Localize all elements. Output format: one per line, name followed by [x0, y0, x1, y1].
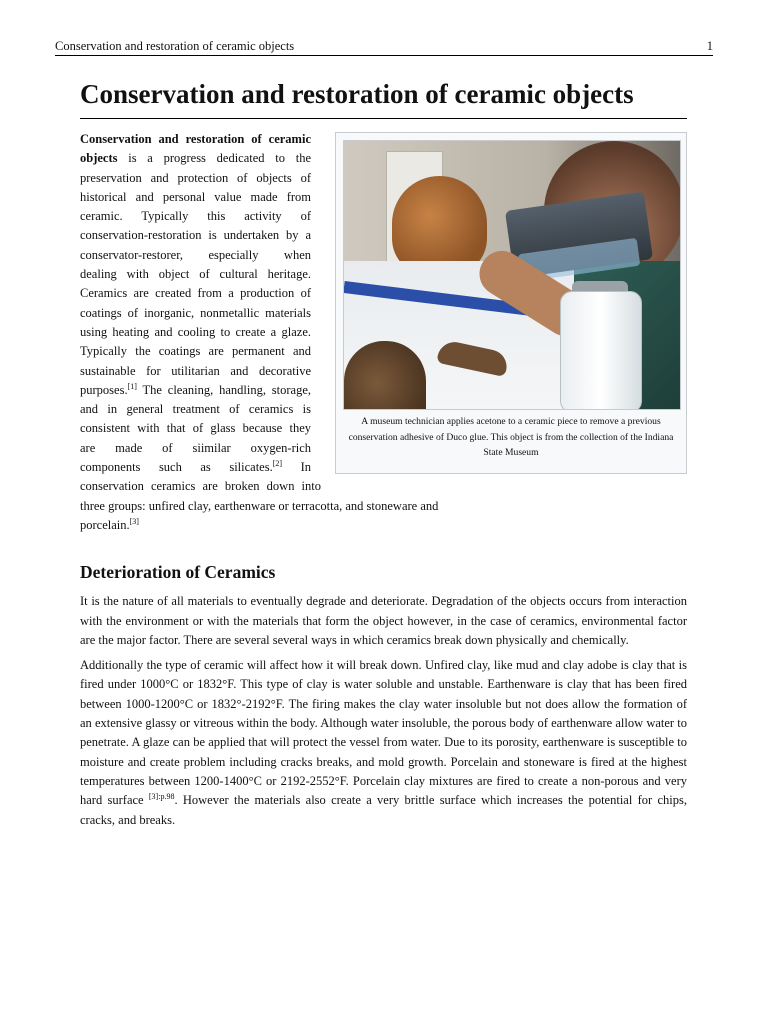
intro-paragraph: [80, 130, 311, 477]
running-title: Conservation and restoration of ceramic objects: [55, 39, 295, 53]
page-title: Conservation and restoration of ceramic objects: [80, 74, 687, 119]
citation-ref[interactable]: [3]: [129, 516, 139, 526]
section-text: Additionally the type of ceramic will affect how it will break down. Unfired clay, like mud and clay adobe is clay that is fired under 1000°C or 1832°F. This type of clay is water soluble and unstable. Earthenware is clay that has been fired between 1000-1200°C or 1832°-2192°F. The firing makes the clay water insoluble but not does allow the formation of an extensive glassy or vitreous within the body. Although water insoluble, the porous body of earthenware allow water to penetrate. A glaze can be applied that will protect the vessel from water. Due to its porosity, earthenware is susceptible to moisture and create problem including cracks breaks, and mold growth. Porcelain and stoneware is fired at the highest temperatures between 1200-1400°C or 2192-2552°F. Porcelain clay mixtures are fired to create a non-porous and very hard surface: [80, 658, 687, 808]
citation-ref[interactable]: [2]: [272, 459, 283, 469]
intro-line: dealing with object of cultural heritage.: [80, 267, 311, 282]
intro-line: using heating and cooling to create a glaze.: [80, 324, 311, 339]
intro-text: porcelain.: [80, 517, 130, 532]
bold-lead-2: objects: [80, 151, 118, 166]
intro-line: conservation-restoration is undertaken by a: [80, 228, 311, 243]
technician-photo: [343, 140, 681, 410]
intro-line: conservator-restorer, especially when: [80, 247, 311, 262]
section-heading: Deterioration of Ceramics: [80, 562, 276, 583]
intro-line: ceramic. Typically this activity of: [80, 209, 311, 224]
running-header: [55, 38, 713, 56]
intro-text: purposes.: [80, 382, 128, 397]
intro-line: Typically the coatings are permanent and: [80, 344, 311, 359]
intro-line: consistent with that of glass because they: [80, 421, 311, 436]
intro-line: [80, 381, 311, 400]
intro-text: In: [300, 460, 311, 475]
intro-continuation: [80, 477, 687, 535]
figure-caption: A museum technician applies acetone to a ceramic piece to remove a previous conservation adhesive of Duco glue. This object is from the collection of the Indiana State Museum: [348, 416, 674, 458]
intro-line: historical and personal value made from: [80, 189, 311, 204]
section-paragraph-1: It is the nature of all materials to eventually degrade and deteriorate. Degradation of the objects occurs from interaction with the environment or with the materials that form the object however, in the case of ceramics, environmental factor are the major factor. There are several several ways in which ceramics break down physically and chemically.: [80, 594, 687, 647]
intro-line: objects is a progress dedicated to the: [80, 151, 311, 166]
intro-text: components such as silicates.: [80, 460, 273, 475]
citation-ref[interactable]: [3]:p.98: [148, 792, 175, 802]
intro-line: are made of siimilar oxygen-rich: [80, 440, 311, 455]
intro-text: The cleaning, handling, storage,: [142, 382, 311, 397]
intro-line: preservation and protection of objects of: [80, 170, 311, 185]
intro-text: conservation ceramics are broken down into three groups: unfired clay, earthenware or terracotta, and stoneware and: [80, 479, 439, 513]
figure: [335, 132, 687, 474]
article-body: [80, 130, 687, 836]
page-number: 1: [706, 39, 713, 53]
bold-lead: Conservation and restoration of ceramic: [80, 132, 311, 146]
intro-line: and in general treatment of ceramics is: [80, 402, 311, 417]
intro-line: [80, 458, 311, 477]
intro-line: Ceramics are created from a production of: [80, 286, 311, 301]
intro-line: [80, 130, 311, 149]
section-text: . However the materials also create a very brittle surface which increases the potential for chips, cracks, and breaks.: [80, 793, 687, 827]
intro-line: coatings of inorganic, nonmetallic materials: [80, 305, 311, 320]
citation-ref[interactable]: [1]: [127, 381, 137, 391]
intro-line: sustainable for utilitarian and decorative: [80, 363, 311, 378]
section-paragraph-2: [80, 656, 687, 830]
